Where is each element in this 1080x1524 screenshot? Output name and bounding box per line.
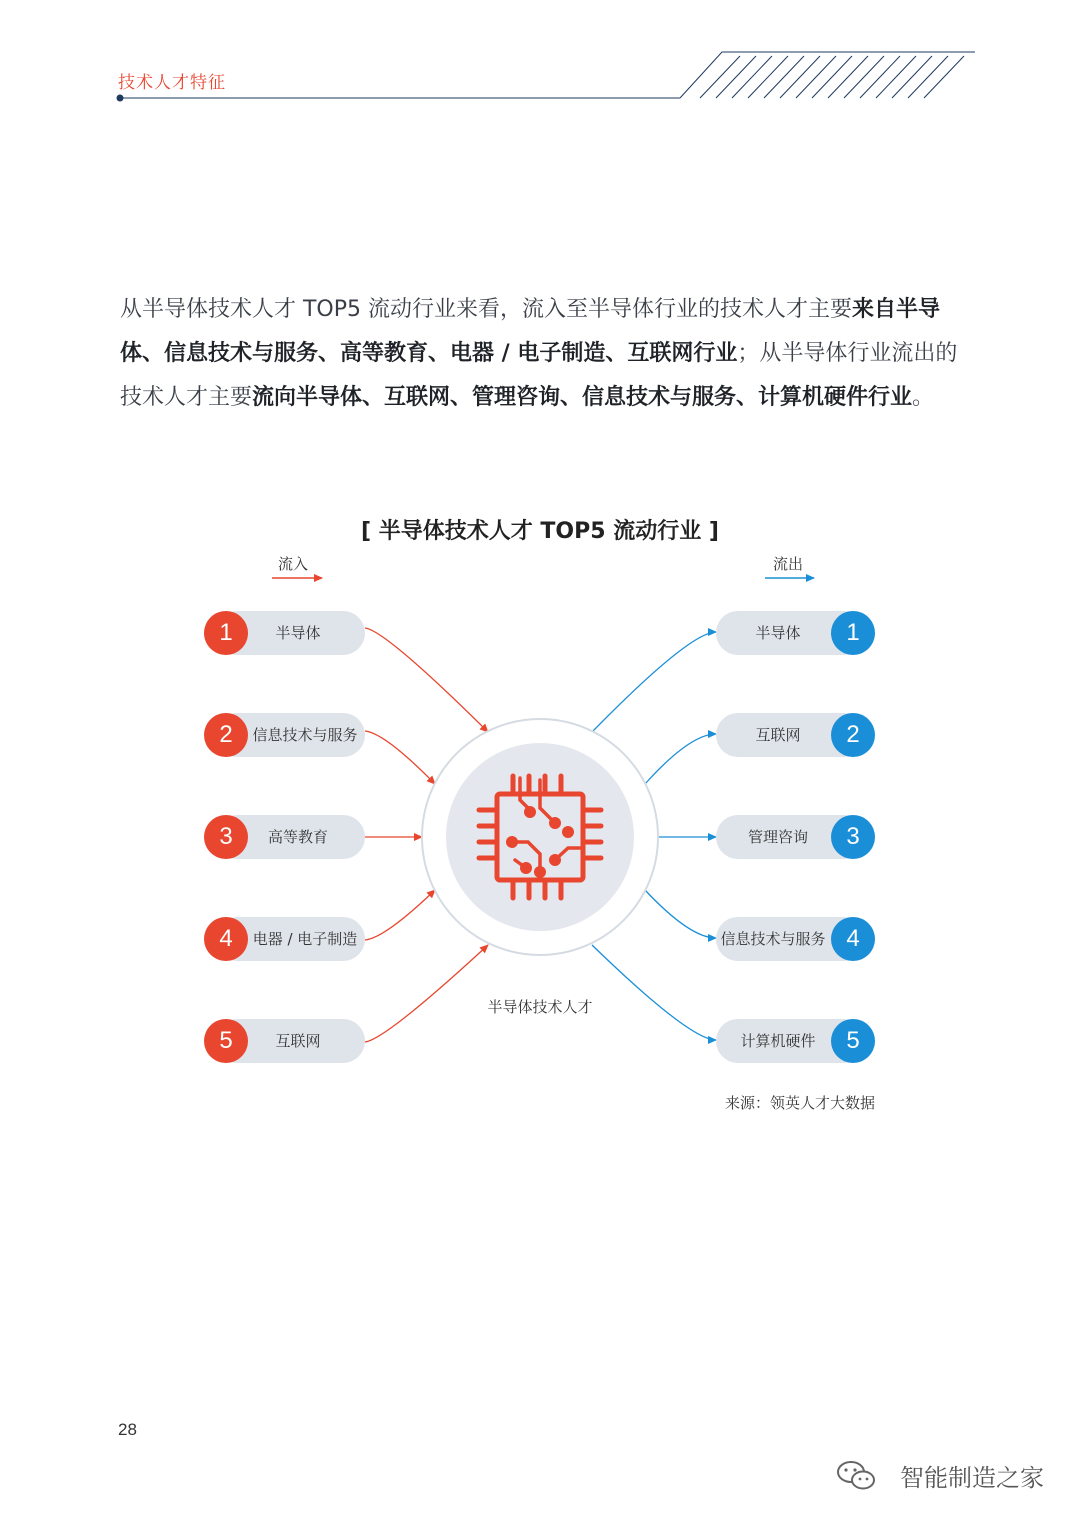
- outflow-rank-5: 5: [831, 1019, 875, 1063]
- outflow-label-1: 半导体: [755, 624, 801, 642]
- inflow-arrow-2: [365, 731, 435, 784]
- inflow-rank-3: 3: [204, 815, 248, 859]
- section-title: 技术人才特征: [118, 73, 226, 93]
- wechat-icon: [835, 1458, 879, 1492]
- outflow-arrow-2: [645, 734, 716, 784]
- outflow-label: 流出: [773, 555, 804, 573]
- inflow-rank-1: 1: [204, 611, 248, 655]
- outflow-arrow-5: [592, 945, 716, 1040]
- para-text-3: 。: [912, 385, 935, 410]
- inflow-arrow-4: [365, 890, 435, 940]
- inflow-label-3: 高等教育: [267, 828, 328, 846]
- inflow-rank-4: 4: [204, 917, 248, 961]
- inflow-rank-5: 5: [204, 1019, 248, 1063]
- source-note: 来源：领英人才大数据: [724, 1094, 875, 1112]
- inflow-label-4: 电器 / 电子制造: [252, 930, 358, 948]
- page-number: 28: [118, 1420, 137, 1439]
- center-label: 半导体技术人才: [487, 998, 593, 1016]
- para-text-2: ；从半导体行业流出的技术人才主要: [120, 341, 958, 410]
- outflow-rank-4: 4: [831, 917, 875, 961]
- outflow-label-4: 信息技术与服务: [720, 930, 826, 948]
- para-bold-1: 来自半导体、信息技术与服务、高等教育、电器 / 电子制造、互联网行业: [120, 297, 941, 366]
- outflow-label-2: 互联网: [755, 726, 801, 744]
- watermark-text: 智能制造之家: [900, 1464, 1044, 1492]
- inflow-label-5: 互联网: [275, 1032, 321, 1050]
- chart-title: [ 半导体技术人才 TOP5 流动行业 ]: [361, 519, 719, 544]
- outflow-label-3: 管理咨询: [747, 828, 808, 846]
- inflow-label-1: 半导体: [275, 624, 321, 642]
- inflow-label: 流入: [278, 555, 309, 573]
- para-text-1: 从半导体技术人才 TOP5 流动行业来看，流入至半导体行业的技术人才主要: [120, 297, 853, 322]
- inflow-rank-2: 2: [204, 713, 248, 757]
- outflow-arrow-1: [592, 632, 716, 732]
- para-bold-2: 流向半导体、互联网、管理咨询、信息技术与服务、计算机硬件行业: [252, 385, 913, 410]
- inflow-label-2: 信息技术与服务: [252, 726, 358, 744]
- outflow-rank-2: 2: [831, 713, 875, 757]
- outflow-rank-3: 3: [831, 815, 875, 859]
- outflow-label-5: 计算机硬件: [740, 1032, 816, 1050]
- outflow-rank-1: 1: [831, 611, 875, 655]
- inflow-arrow-5: [365, 945, 488, 1042]
- inflow-arrow-1: [365, 628, 488, 732]
- center-disc: [446, 743, 634, 931]
